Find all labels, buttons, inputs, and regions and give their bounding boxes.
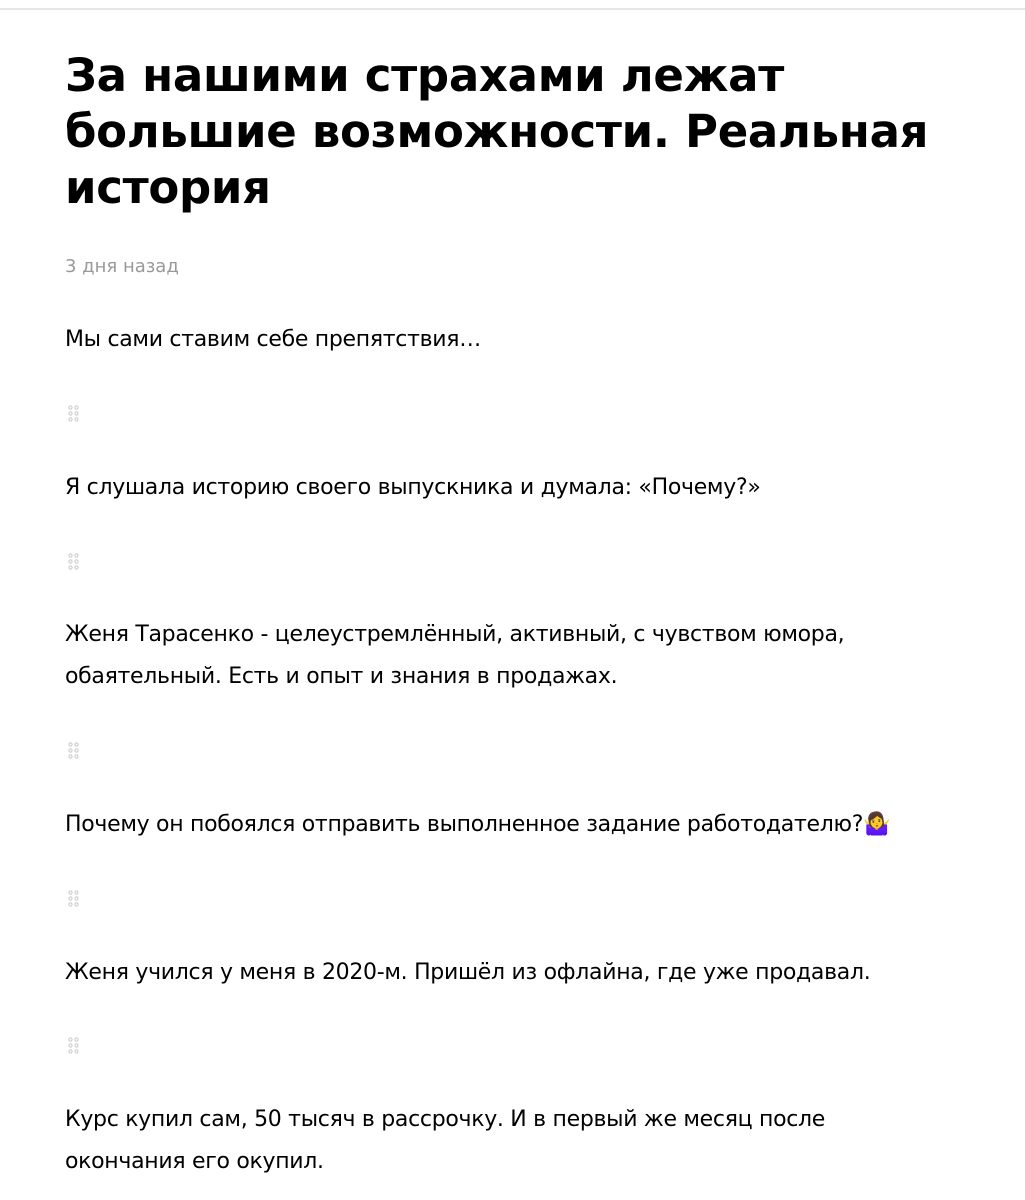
paragraph: Женя Тарасенко - целеустремлённый, активный, с чувством юмора, обаятельный. Есть и опыт и знания в продажах. [65,622,845,689]
paragraph: Я слушала историю своего выпускника и думала: «Почему?» [65,475,761,500]
publish-date: 3 дня назад [65,256,179,277]
paragraph: Женя учился у меня в 2020-м. Пришёл из офлайна, где уже продавал. [65,960,871,985]
top-divider [0,8,1025,10]
drag-handle-icon[interactable] [67,552,81,572]
paragraph: Мы сами ставим себе препятствия… [65,327,481,352]
article-title: За нашими страхами лежат большие возможности. Реальная история [65,49,929,214]
drag-handle-icon[interactable] [67,741,81,761]
drag-handle-icon[interactable] [67,1036,81,1056]
drag-handle-icon[interactable] [67,404,81,424]
drag-handle-icon[interactable] [67,889,81,909]
paragraph: Почему он побоялся отправить выполненное задание работодателю?🤷‍♀️ [65,812,891,837]
paragraph: Курс купил сам, 50 тысяч в рассрочку. И в первый же месяц после окончания его окупил. [65,1107,826,1174]
